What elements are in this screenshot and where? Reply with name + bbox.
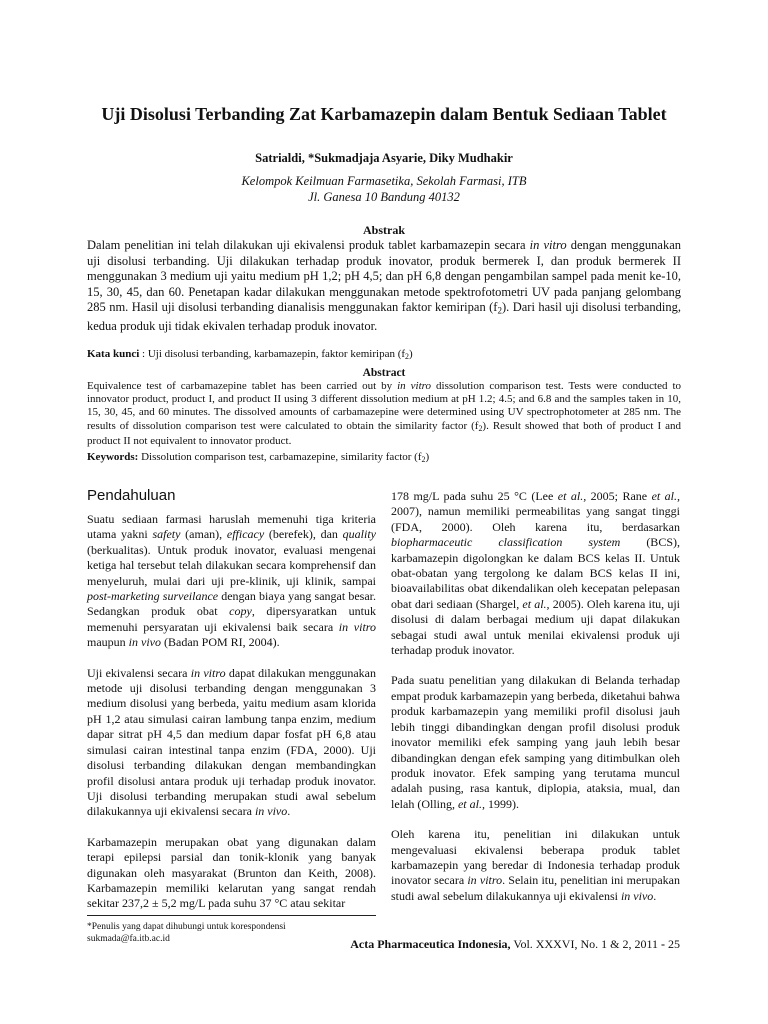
text: (berkualitas). Untuk produk inovator, evaluasi mengenai ketiga hal tersebut telah dilakukan secara komprehensif dan menyeluruh, mulai dari uji pre-klinik, uji klinik, sampai [87,542,376,588]
subscript: 2 [421,454,426,464]
italic-text: in vivo [128,635,161,650]
text: (Badan POM RI, 2004). [161,635,280,650]
footnote-divider [87,915,376,916]
right-column [391,489,680,919]
left-column [87,512,376,927]
text: 2007), namun memiliki permeabilitas yang sangat tinggi (FDA, 2000). Oleh karena itu, berdasarkan [391,504,680,534]
abstract-italic: in vitro [397,380,432,392]
text: dengan biaya yang sangat besar. Sedangkan produk obat [87,589,376,619]
journal-name: Acta Pharmaceutica Indonesia, [350,937,511,951]
paragraph [391,489,680,658]
text: (aman), [180,527,227,542]
text: Uji ekivalensi secara [87,665,191,680]
italic-text: in vivo [620,888,654,903]
abstrak-text: Dalam penelitian ini telah dilakukan uji ekivalensi produk tablet karbamazepin secara [87,238,530,252]
abstrak-text: dengan menggunakan uji disolusi terbanding. Uji dilakukan terhadap produk inovator, produk bermerek I, dan produk bermerek II menggunakan 3 medium uji yaitu medium pH 1,2; pH 4,5; dan pH 6,8 dengan pengambilan sampel pada menit ke-10, 15, 30, 45, dan 60. Penetapan kadar dilakukan menggunakan metode spektrofotometri UV pada panjang gelombang 285 nm. Hasil uji disolusi terbanding dianalisis menggunakan faktor kemiripan (f [87,238,681,315]
subscript: 2 [405,351,409,361]
kata-kunci-end: ) [408,348,413,360]
abstract-text: Equivalence test of carbamazepine tablet has been carried out by [87,380,398,392]
paper-title: Uji Disolusi Terbanding Zat Karbamazepin dalam Bentuk Sediaan Tablet [101,104,667,124]
journal-details: Vol. XXXVI, No. 1 & 2, 2011 [510,937,661,951]
keywords-end: ) [425,451,430,463]
text: Suatu sediaan farmasi haruslah memenuhi tiga kriteria utama yakni [87,512,376,542]
italic-text: in vitro [467,873,503,888]
paragraph [391,673,680,812]
keywords [87,450,681,467]
italic-text: et al., [651,489,681,503]
affiliation-line-2: Jl. Ganesa 10 Bandung 40132 [308,190,460,204]
author-list: Satrialdi, *Sukmadjaja Asyarie, Diky Mudhakir [255,151,513,165]
text: 178 mg/L pada suhu 25 °C (Lee [391,489,558,503]
text: Pada suatu penelitian yang dilakukan di Belanda terhadap empat produk karbamazepin yang berbeda, diketahui bahwa produk karbamazepin yang memiliki profil disolusi jauh lebih tinggi dibandingkan dengan profil disolusi produk inovator memiliki efek samping yang jauh lebih besar dibandingkan dengan efek samping yang ditimbulkan oleh produk inovator. Efek samping yang terutama muncul adalah pusing, rasa kantuk, diplopia, ataksia, mual, dan lelah (Olling, [391,673,680,811]
text: (BCS), karbamazepin digolongkan ke dalam BCS kelas II. Untuk obat-obatan yang tergolong ke dalam BCS kelas II ini, bioavailabilitas obat dikendalikan oleh kecepatan pelepasan obat dari sediaan (Shargel, [391,535,680,611]
abstrak-heading: Abstrak [362,223,405,237]
italic-text: safety [152,527,181,542]
italic-text: in vitro [338,619,376,634]
italic-text: post-marketing surveilance [87,589,219,604]
text: . Selain itu, penelitian ini merupakan studi awal sebelum dilakukannya uji ekivalensi [391,873,680,903]
kata-kunci [87,347,681,364]
journal-footer [350,937,680,952]
keywords-text: Dissolution comparison test, carbamazepine, similarity factor (f [138,451,422,463]
text: Oleh karena itu, penelitian ini dilakukan untuk mengevaluasi ekivalensi beberapa produk tablet karbamazepin yang beredar di Indonesia terhadap produk inovator secara [391,827,680,888]
italic-text: in vivo [254,804,288,819]
subscript: 2 [478,423,483,433]
kata-kunci-label: Kata kunci [87,348,140,360]
text: 1999). [484,796,519,811]
text: (berefek), dan [264,527,343,542]
keywords-label: Keywords: [87,451,139,463]
text: 2005). Oleh karena itu, uji disolusi di dalam berbagai medium uji dapat dilakukan sebagai studi awal untuk menilai ekivalensi produk uji terhadap produk inovator. [391,596,681,658]
paragraph: Karbamazepin merupakan obat yang digunakan dalam terapi epilepsi parsial dan tonik-klonik yang banyak digunakan oleh masyarakat (Brunton dan Keith, 2008). Karbamazepin memiliki kelarutan yang sangat rendah sekitar 237,2 ± 5,2 mg/L pada suhu 37 °C atau sekitar [87,834,376,911]
italic-text: et al., [522,596,550,611]
abstrak-italic: in vitro [529,238,567,252]
italic-text: copy [229,604,252,619]
abstract-text: ). Result showed that both of product I and product II not equivalent to innovator product. [87,419,681,447]
abstract-body [87,380,681,448]
subscript: 2 [497,305,502,316]
footnote [87,921,387,945]
abstract-text: dissolution comparison test. Tests were conducted to innovator product, product I, and product II using 3 different dissolution medium at pH 1.2; 4.5; and 6.8 and the samples taken in 10, 15, 30, 45, and 60 minutes. The dissolved amounts of carbamazepine were determined using UV spectrophotometer at 285 nm. The results of dissolution comparison test were calculated to obtain the similarity factor (f [87,380,682,432]
italic-text: efficacy [226,527,265,542]
text: maupun [87,635,129,650]
paragraph [87,666,376,820]
text: 2005; Rane [586,489,652,503]
abstrak-body [87,238,681,335]
affiliation [60,173,708,205]
italic-text: quality [342,527,376,542]
text: , dipersyaratkan untuk memenuhi persyaratan uji ekivalensi baik secara [87,604,377,634]
page-number: 25 [665,937,680,951]
footnote-email: sukmada@fa.itb.ac.id [87,934,170,944]
abstract-heading: Abstract [362,367,406,379]
text: . [653,888,657,903]
kata-kunci-text: : Uji disolusi terbanding, karbamazepin, faktor kemiripan (f [139,348,406,360]
journal-dash: - [661,937,665,951]
section-heading: Pendahuluan [87,487,176,504]
paragraph [87,512,376,651]
footnote-line-1: *Penulis yang dapat dihubungi untuk korespondensi [87,922,286,932]
italic-text: et al., [557,489,587,503]
text: . [287,804,291,819]
text: dapat dilakukan menggunakan metode uji disolusi terbanding dengan menggunakan 3 medium disolusi yang berbeda, yaitu medium asam klorida pH 1,2 atau simulasi cairan lambung tanpa enzim, medium dapar sitrat pH 4,5 dan medium dapar fosfat pH 6,8 atau simulasi cairan intestinal tanpa enzim (FDA, 2000). Uji disolusi terbanding dilakukan dengan membandingkan profil disolusi antara produk uji terhadap produk inovator. Uji disolusi terbanding merupakan studi awal sebelum dilakukannya uji ekivalensi secara [87,665,376,819]
italic-text: in vitro [190,665,226,680]
italic-text: et al., [457,796,485,811]
affiliation-line-1: Kelompok Keilmuan Farmasetika, Sekolah Farmasi, ITB [241,174,527,188]
paragraph [391,827,680,904]
abstrak-text: ). Dari hasil uji disolusi terbanding, kedua produk uji tidak ekivalen terhadap produk inovator. [87,300,681,334]
italic-text: biopharmaceutic classification system [391,535,621,550]
